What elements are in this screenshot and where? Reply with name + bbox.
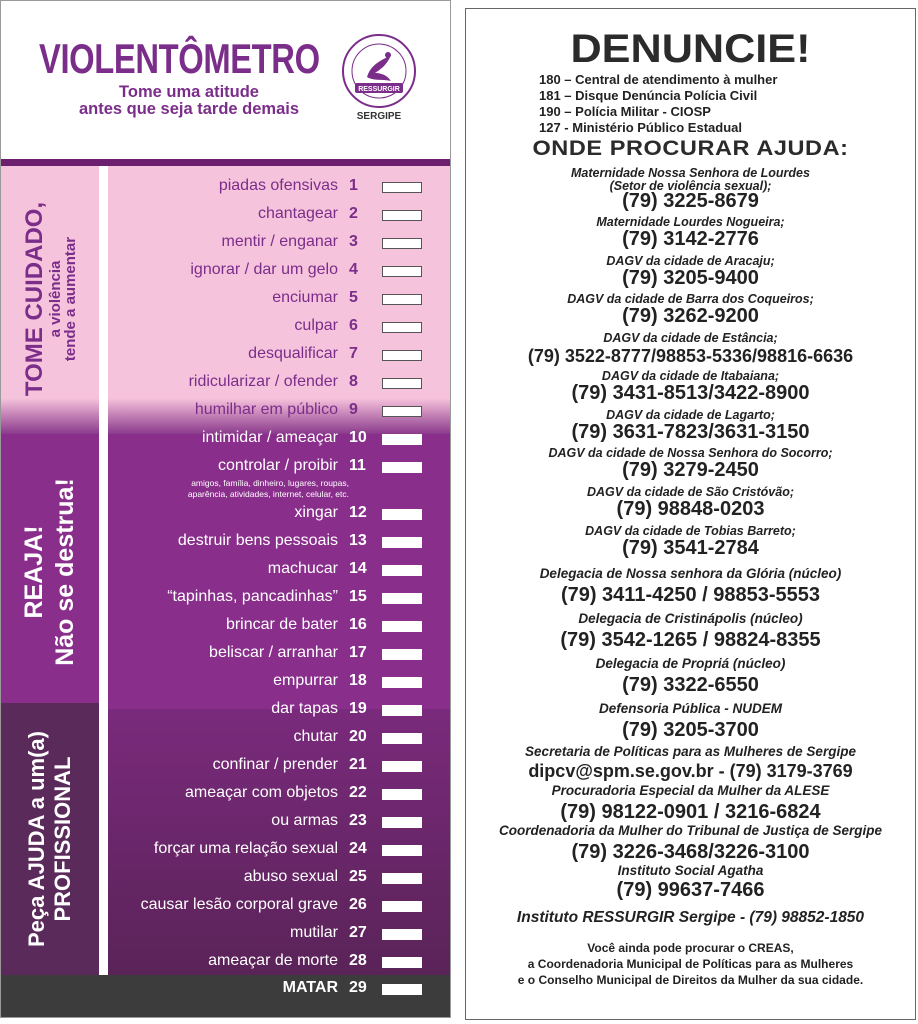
violence-item-7 [111,344,441,368]
help-entry-phone: (79) 3411-4250 / 98853-5553 [560,584,821,606]
violence-item-number: 24 [349,840,367,857]
violentometro-subtitle-2: antes que seja tarde demais [78,100,300,118]
violence-item-box [382,677,422,688]
violence-item-box [382,733,422,744]
violence-item-11 [111,456,441,480]
violence-item-17 [111,643,441,667]
hotline-190: 190 – Polícia Militar - CIOSP [539,104,711,119]
zone-caution-sub-2: tende a aumentar [62,236,79,361]
violence-item-24 [111,839,441,863]
violence-item-number: 8 [349,373,358,390]
violence-item-box [382,406,422,417]
violence-item-8 [111,372,441,396]
help-entry-phone: (79) 98122-0901 / 3216-6824 [560,801,821,823]
violence-item-number: 7 [349,345,358,362]
violence-item-number: 4 [349,261,358,278]
zone-help-label [1,703,99,975]
violence-item-number: 28 [349,952,367,969]
violence-item-18 [111,671,441,695]
help-entry-label: DAGV da cidade de Tobias Barreto; [585,524,796,538]
violentometro-title: VIOLENTÔMETRO [39,35,320,82]
violence-item-label: mentir / enganar [221,233,338,250]
help-entry-phone: (79) 98848-0203 [616,498,765,520]
help-entry-phone: (79) 3322-6550 [622,674,759,696]
help-entry-label: Maternidade Nossa Senhora de Lourdes [571,166,810,180]
violence-item-16 [111,615,441,639]
help-entry-label: Delegacia de Nossa senhora da Glória (núcleo) [539,566,842,581]
help-entry-phone: (79) 3522-8777/98853-5336/98816-6636 [527,346,854,366]
footer-line-2: a Coordenadoria Municipal de Políticas para as Mulheres [527,957,854,971]
violence-item-box [382,621,422,632]
violence-item-number: 19 [349,700,367,717]
ressurgir-contact: Instituto RESSURGIR Sergipe - (79) 98852-1850 [516,909,865,926]
denuncie-title: DENUNCIE! [570,27,811,71]
help-entry-phone: (79) 3631-7823/3631-3150 [571,421,810,443]
help-entry-label: Maternidade Lourdes Nogueira; [596,215,785,229]
violence-item-13 [111,531,441,555]
violence-item-number: 2 [349,205,358,222]
violentometro-panel [0,0,451,1018]
violence-item-label: ridicularizar / ofender [188,373,338,390]
help-entry-phone: (79) 3205-3700 [622,719,759,741]
ressurgir-seal-logo [341,33,417,109]
violence-item-9 [111,400,441,424]
violence-item-label: enciumar [272,289,338,306]
help-entry-phone: (79) 3205-9400 [622,267,759,289]
violentometro-header [1,1,450,159]
violence-item-number: 13 [349,532,367,549]
help-entry-label: Procuradoria Especial da Mulher da ALESE [551,783,830,798]
violence-item-box [382,761,422,772]
help-entry-phone: dipcv@spm.se.gov.br - (79) 3179-3769 [528,761,853,781]
item-11-detail-2: aparência, atividades, internet, celular, etc. [187,489,349,499]
violence-item-label: culpar [294,317,338,334]
footer-line-3: e o Conselho Municipal de Direitos da Mulher da sua cidade. [517,973,864,987]
violence-item-23 [111,811,441,835]
violence-item-label: humilhar em público [194,401,338,418]
violence-item-26 [111,895,441,919]
violence-item-6 [111,316,441,340]
help-entry-label: DAGV da cidade de Barra dos Coqueiros; [567,292,814,306]
violence-item-25 [111,867,441,891]
violence-item-number: 12 [349,504,367,521]
help-subtitle: ONDE PROCURAR AJUDA: [532,137,849,160]
violence-item-5 [111,288,441,312]
violence-item-label: empurrar [273,672,338,689]
violence-item-box [382,378,422,389]
hotline-180: 180 – Central de atendimento à mulher [539,72,778,87]
violence-item-number: 23 [349,812,367,829]
violence-scale [1,166,450,1018]
help-entry-label: DAGV da cidade de Lagarto; [606,408,775,422]
violence-item-box [382,294,422,305]
hotline-181: 181 – Disque Denúncia Polícia Civil [539,88,758,103]
svg-text:RESSURGIR: RESSURGIR [358,86,400,93]
help-entry-label: DAGV da cidade de Nossa Senhora do Socorro; [548,446,833,460]
zone-react-title: REAJA! [20,524,48,619]
help-entry-label-2: (Setor de violência sexual); [609,179,772,193]
violence-item-label: controlar / proibir [217,457,338,474]
violence-item-2 [111,204,441,228]
violence-item-number: 21 [349,756,367,773]
violence-item-box [382,929,422,940]
violence-item-label: ignorar / dar um gelo [190,261,338,278]
violence-item-number: 10 [349,429,367,446]
help-entry-phone: (79) 3279-2450 [622,459,759,481]
zone-help-sub: PROFISSIONAL [50,756,75,922]
violence-item-1 [111,176,441,200]
help-entry-label: Coordenadoria da Mulher do Tribunal de Justiça de Sergipe [498,823,883,838]
violence-item-box [382,817,422,828]
violence-item-box [382,593,422,604]
zone-react-sub: Não se destrua! [51,477,79,666]
violence-item-box [382,537,422,548]
violence-item-box [382,984,422,995]
help-entry-label: DAGV da cidade de Itabaiana; [601,369,780,383]
violence-item-label: xingar [294,504,338,521]
violence-item-box [382,210,422,221]
violence-item-label: chantagear [257,205,338,222]
zone-caution-label [1,166,99,431]
violence-item-21 [111,755,441,779]
help-entry-phone: (79) 3541-2784 [622,537,759,559]
help-entry-phone: (79) 3225-8679 [622,190,759,212]
violence-item-label: chutar [293,728,338,745]
violence-item-number: 26 [349,896,367,913]
help-entry-label: Defensoria Pública - NUDEM [598,701,783,716]
violence-item-number: 1 [349,177,358,194]
violence-item-box [382,565,422,576]
violence-item-label: abuso sexual [243,868,338,885]
violence-item-box [382,434,422,445]
violence-item-label: confinar / prender [212,756,338,773]
violence-item-20 [111,727,441,751]
violence-item-box [382,182,422,193]
violence-item-box [382,350,422,361]
violence-item-number: 27 [349,924,367,941]
violentometro-subtitle-1: Tome uma atitude [119,83,259,101]
violence-item-number: 9 [349,401,358,418]
violence-item-box [382,705,422,716]
help-entry-phone: (79) 3431-8513/3422-8900 [571,382,810,404]
scale-divider-line [99,166,108,975]
violence-item-label: MATAR [282,979,338,996]
help-entry-phone: (79) 3142-2776 [622,228,759,250]
violence-item-22 [111,783,441,807]
help-entry-phone: (79) 99637-7466 [616,879,765,901]
zone-caution-title: TOME CUIDADO, [21,201,48,396]
violence-item-number: 5 [349,289,358,306]
violence-item-label: brincar de bater [225,616,338,633]
zone-help-title: Peça AJUDA a um(a) [24,731,49,947]
violence-item-label: intimidar / ameaçar [201,429,338,446]
violence-item-number: 25 [349,868,367,885]
violence-item-box [382,901,422,912]
violence-item-label: mutilar [289,924,338,941]
violence-item-box [382,509,422,520]
zone-react-label [1,434,99,709]
seal-label: SERGIPE [356,111,402,122]
violence-item-label: piadas ofensivas [218,177,338,194]
violence-item-number: 6 [349,317,358,334]
violence-item-29 [111,978,441,1002]
violence-item-27 [111,923,441,947]
zone-caution-sub-1: a violência [47,260,64,337]
violence-item-10 [111,428,441,452]
violence-item-label: beliscar / arranhar [209,644,338,661]
violence-item-label: forçar uma relação sexual [153,840,338,857]
violence-item-number: 15 [349,588,367,605]
violence-item-12 [111,503,441,527]
violence-item-15 [111,587,441,611]
help-entry-phone: (79) 3542-1265 / 98824-8355 [560,629,821,651]
violence-item-19 [111,699,441,723]
violence-item-number: 11 [349,457,366,474]
violence-item-box [382,789,422,800]
help-entry-label: Delegacia de Cristinápolis (núcleo) [578,611,803,626]
violence-item-number: 14 [349,560,367,577]
violence-item-label: “tapinhas, pancadinhas” [167,588,338,605]
violence-item-3 [111,232,441,256]
help-entry-label: Secretaria de Políticas para as Mulheres de Sergipe [525,744,856,759]
violence-item-number: 3 [349,233,358,250]
violence-item-label: machucar [267,560,338,577]
violence-item-box [382,845,422,856]
help-entry-label: DAGV da cidade de São Cristóvão; [587,485,794,499]
violence-item-number: 18 [349,672,367,689]
denuncie-panel [465,8,916,1020]
violence-item-box [382,462,422,473]
help-entry-phone: (79) 3226-3468/3226-3100 [571,841,810,863]
violence-item-28 [111,951,441,975]
footer-line-1: Você ainda pode procurar o CREAS, [587,941,794,955]
help-entry-phone: (79) 3262-9200 [622,305,759,327]
violence-item-label: ou armas [271,812,338,829]
violence-item-box [382,649,422,660]
violence-item-number: 20 [349,728,367,745]
violence-item-box [382,266,422,277]
violence-item-label: desqualificar [248,345,338,362]
violence-item-number: 17 [349,644,367,661]
violence-item-label: ameaçar com objetos [185,784,338,801]
violence-item-label: dar tapas [271,700,338,717]
item-11-detail-1: amigos, família, dinheiro, lugares, roupas, [191,478,349,488]
help-entry-label: Instituto Social Agatha [617,863,764,878]
violence-item-4 [111,260,441,284]
violence-item-box [382,873,422,884]
violence-item-label: causar lesão corporal grave [140,896,338,913]
violence-item-number: 22 [349,784,367,801]
help-entry-label: Delegacia de Propriá (núcleo) [595,656,786,671]
violence-item-box [382,322,422,333]
help-entry-label: DAGV da cidade de Aracaju; [606,254,775,268]
violence-item-14 [111,559,441,583]
help-entry-label: DAGV da cidade de Estância; [603,331,778,345]
header-divider [1,159,450,166]
violence-item-label: destruir bens pessoais [177,532,338,549]
violence-item-number: 29 [349,979,367,996]
violence-item-box [382,238,422,249]
violence-item-label: ameaçar de morte [208,952,338,969]
violence-item-number: 16 [349,616,367,633]
violence-item-box [382,957,422,968]
hotline-127: 127 - Ministério Público Estadual [539,120,742,135]
